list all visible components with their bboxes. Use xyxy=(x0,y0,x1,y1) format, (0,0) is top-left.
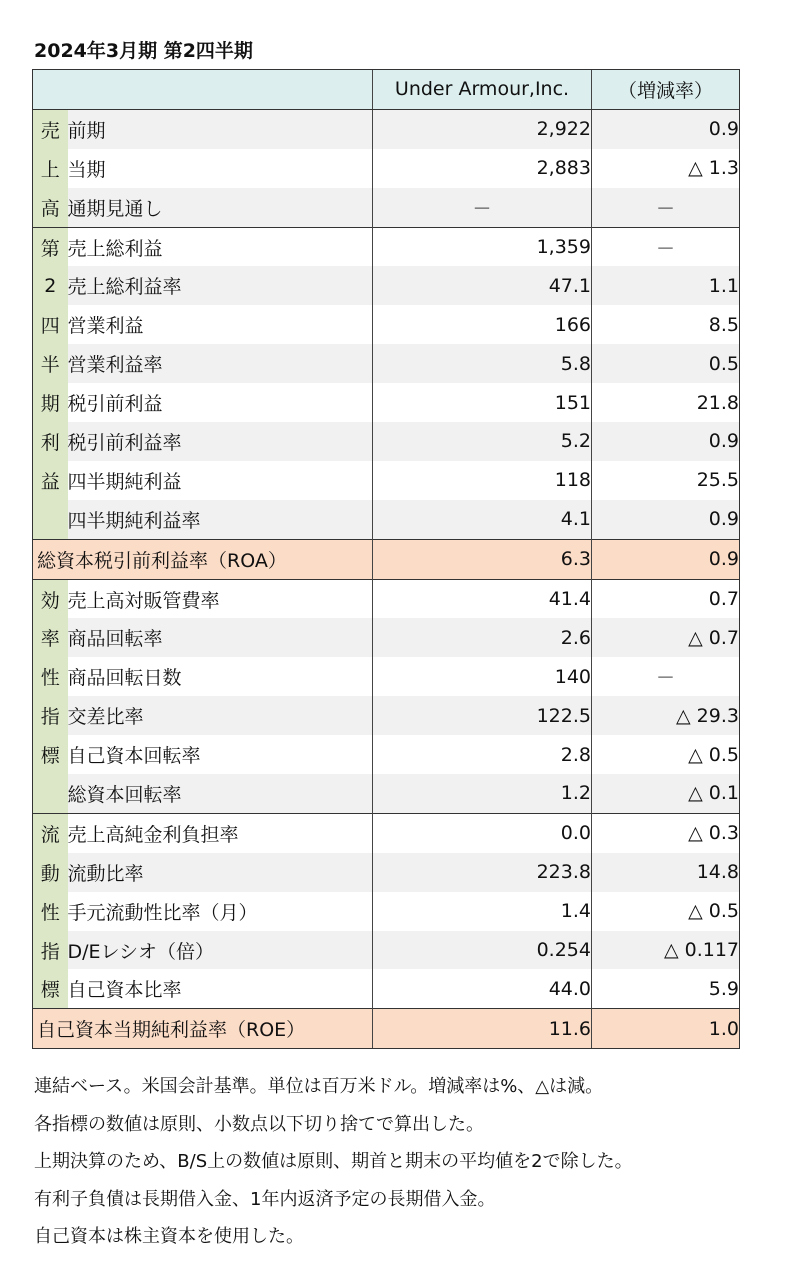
row-value: 2.6 xyxy=(373,618,592,657)
row-change: 21.8 xyxy=(592,383,740,422)
header-blank xyxy=(33,70,373,110)
row-value: 44.0 xyxy=(373,969,592,1008)
table-row xyxy=(33,344,740,383)
category-char: 益 xyxy=(33,461,68,500)
row-value: 0.254 xyxy=(373,931,592,970)
row-change: △ 0.117 xyxy=(592,931,740,970)
row-item: 自己資本当期純利益率（ROE） xyxy=(33,1009,373,1049)
row-value: － xyxy=(373,188,592,227)
row-item: 自己資本回転率 xyxy=(67,745,201,768)
row-item: 売上高純金利負担率 xyxy=(68,813,373,852)
row-item: 売上高対販管費率 xyxy=(68,579,373,618)
table-row xyxy=(33,931,740,970)
row-item: 営業利益率 xyxy=(68,344,373,383)
row-change: 0.7 xyxy=(592,579,740,618)
row-change: － xyxy=(592,188,740,227)
category-char: 標 xyxy=(33,735,68,774)
table-row xyxy=(33,305,740,344)
row-item: 税引前利益 xyxy=(67,393,163,416)
row-value: 2,883 xyxy=(373,149,592,188)
table-row xyxy=(33,853,740,892)
footnote: 上期決算のため、B/S上の数値は原則、期首と期末の平均値を2で除した。 xyxy=(34,1151,633,1172)
category-char: 売 xyxy=(33,109,68,148)
row-item: 前期 xyxy=(68,109,373,148)
header-change: （増減率） xyxy=(592,70,740,110)
row-item: 営業利益 xyxy=(67,315,144,338)
row-change: 8.5 xyxy=(592,305,740,344)
row-value: 41.4 xyxy=(373,579,592,618)
row-change: △ 0.5 xyxy=(592,892,740,931)
row-change: 0.9 xyxy=(592,500,740,539)
row-value: 118 xyxy=(373,461,592,500)
category-char: 2 xyxy=(33,266,68,305)
category-char: 指 xyxy=(33,931,68,970)
category-char: 第 xyxy=(33,227,68,266)
row-item: 当期 xyxy=(67,158,106,181)
row-item: 通期見通し xyxy=(68,188,373,227)
table-row xyxy=(33,500,740,539)
category-char xyxy=(33,774,68,813)
row-change: △ 0.5 xyxy=(592,735,740,774)
table-row xyxy=(33,227,740,266)
footnote: 連結ベース。米国会計基準。単位は百万米ドル。増減率は%、△は減。 xyxy=(34,1076,604,1097)
row-value: 122.5 xyxy=(373,696,592,735)
table-row xyxy=(33,579,740,618)
financial-table xyxy=(32,69,740,1049)
row-change: 0.5 xyxy=(592,344,740,383)
row-change: △ 0.1 xyxy=(592,774,740,813)
row-change: △ 0.3 xyxy=(592,813,740,852)
row-change: － xyxy=(592,657,740,696)
row-item: D/Eレシオ（倍） xyxy=(68,931,373,970)
row-value: 5.2 xyxy=(373,422,592,461)
row-item: 商品回転率 xyxy=(68,618,373,657)
category-char: 動 xyxy=(33,853,68,892)
row-value: 151 xyxy=(373,383,592,422)
footnotes xyxy=(34,1068,633,1256)
category-char: 指 xyxy=(33,696,68,735)
footnote: 自己資本は株主資本を使用した。 xyxy=(34,1226,304,1247)
table-row xyxy=(33,657,740,696)
row-change: － xyxy=(592,227,740,266)
table-row xyxy=(33,149,740,188)
row-item: 売上総利益率 xyxy=(68,266,373,305)
category-char: 利 xyxy=(33,422,68,461)
table-header xyxy=(33,70,740,110)
row-change: 0.9 xyxy=(592,422,740,461)
row-change: △ 1.3 xyxy=(592,149,740,188)
header-company: Under Armour,Inc. xyxy=(373,70,592,110)
row-value: 6.3 xyxy=(373,539,592,579)
footnote: 各指標の数値は原則、小数点以下切り捨てで算出した。 xyxy=(34,1113,484,1135)
table-row xyxy=(33,969,740,1008)
category-char: 半 xyxy=(33,344,68,383)
row-item: 総資本回転率 xyxy=(68,774,373,813)
row-change: △ 29.3 xyxy=(592,696,740,735)
category-char: 率 xyxy=(33,618,68,657)
row-value: 1.2 xyxy=(373,774,592,813)
roe-row xyxy=(33,1009,740,1049)
row-item: 売上総利益 xyxy=(68,227,373,266)
table-row xyxy=(33,422,740,461)
row-change: 0.9 xyxy=(592,109,740,148)
table-row xyxy=(33,892,740,931)
table-row xyxy=(33,188,740,227)
category-char: 性 xyxy=(33,657,68,696)
row-value: 5.8 xyxy=(373,344,592,383)
row-item: 税引前利益率 xyxy=(68,422,373,461)
category-char: 効 xyxy=(33,579,68,618)
row-item: 自己資本比率 xyxy=(67,979,182,1002)
row-value: 4.1 xyxy=(373,500,592,539)
row-value: 2,922 xyxy=(373,109,592,148)
category-char: 上 xyxy=(33,149,68,188)
table-row xyxy=(33,735,740,774)
category-char: 標 xyxy=(33,969,68,1008)
row-value: 47.1 xyxy=(373,266,592,305)
row-change: 0.9 xyxy=(592,539,740,579)
row-item: 四半期純利益 xyxy=(67,470,182,493)
row-change: 1.1 xyxy=(592,266,740,305)
row-value: 140 xyxy=(373,657,592,696)
category-char: 期 xyxy=(33,383,68,422)
page-title: 2024年3月期 第2四半期 xyxy=(34,40,253,62)
row-change: 14.8 xyxy=(592,853,740,892)
row-item: 総資本税引前利益率（ROA） xyxy=(33,539,373,579)
row-item: 商品回転日数 xyxy=(67,667,182,690)
table-row xyxy=(33,813,740,852)
row-value: 166 xyxy=(373,305,592,344)
category-char: 高 xyxy=(33,188,68,227)
roa-row xyxy=(33,539,740,579)
row-value: 0.0 xyxy=(373,813,592,852)
category-char: 四 xyxy=(33,305,68,344)
category-char: 性 xyxy=(33,892,68,931)
row-value: 1.4 xyxy=(373,892,592,931)
category-char xyxy=(33,500,68,539)
row-item: 交差比率 xyxy=(68,696,373,735)
row-item: 四半期純利益率 xyxy=(68,500,373,539)
row-value: 223.8 xyxy=(373,853,592,892)
row-item: 手元流動性比率（月） xyxy=(67,901,258,924)
row-change: 5.9 xyxy=(592,969,740,1008)
row-change: 1.0 xyxy=(592,1009,740,1049)
row-item: 流動比率 xyxy=(68,853,373,892)
footnote: 有利子負債は長期借入金、1年内返済予定の長期借入金。 xyxy=(34,1188,496,1210)
row-value: 2.8 xyxy=(373,735,592,774)
row-value: 1,359 xyxy=(373,227,592,266)
row-change: △ 0.7 xyxy=(592,618,740,657)
table-row xyxy=(33,696,740,735)
row-value: 11.6 xyxy=(373,1009,592,1049)
table-row xyxy=(33,774,740,813)
category-char: 流 xyxy=(33,813,68,852)
row-change: 25.5 xyxy=(592,461,740,500)
table-row xyxy=(33,618,740,657)
table-row xyxy=(33,461,740,500)
table-row xyxy=(33,383,740,422)
table-row xyxy=(33,109,740,148)
table-row xyxy=(33,266,740,305)
